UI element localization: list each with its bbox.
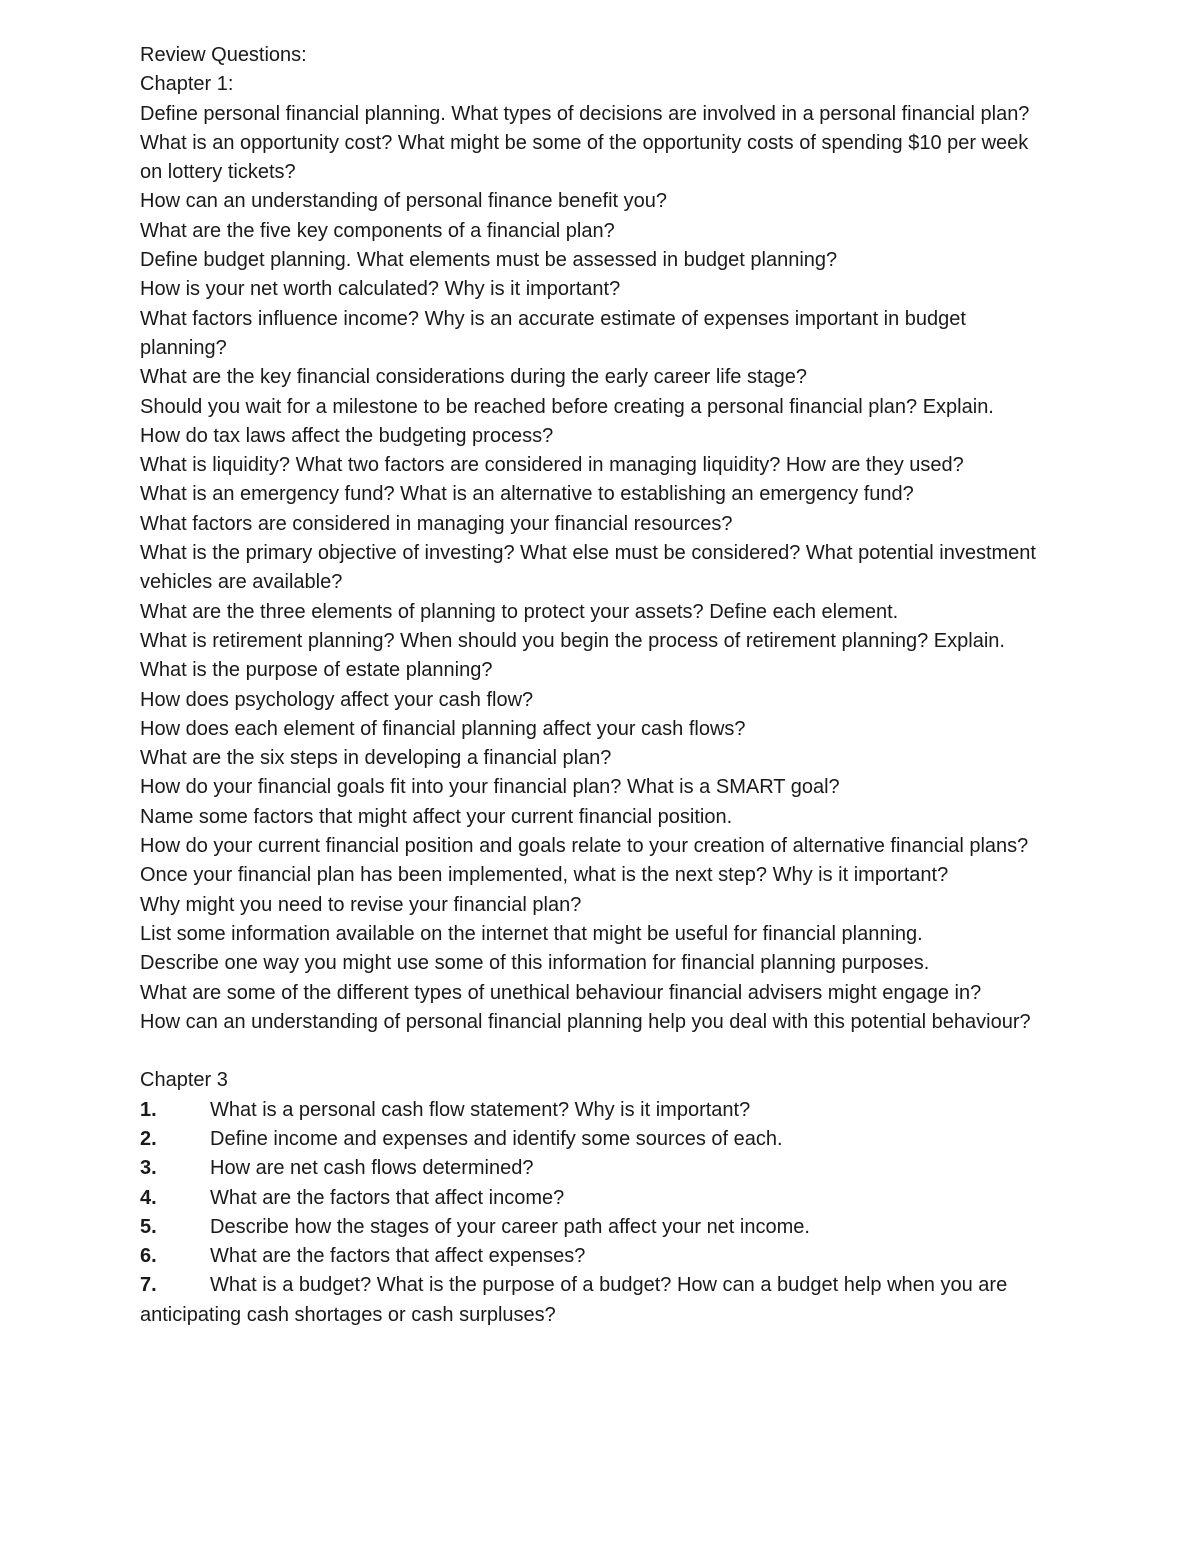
chapter-1-question: What are the three elements of planning to protect your assets? Define each element. (140, 600, 899, 623)
document-page (140, 41, 1050, 1330)
chapter-1-question: How is your net worth calculated? Why is it important? (140, 278, 621, 301)
chapter-3-question (140, 1096, 1050, 1125)
question-text: How are net cash flows determined? (210, 1157, 534, 1180)
chapter-1-question: Once your financial plan has been implemented, what is the next step? Why is it important? (140, 864, 949, 887)
question-number: 1. (140, 1098, 157, 1121)
chapter-1-question: How does each element of financial planning affect your cash flows? (140, 717, 746, 740)
chapter-1-question: What is an emergency fund? What is an alternative to establishing an emergency fund? (140, 483, 914, 506)
chapter-1-question: Should you wait for a milestone to be reached before creating a personal financial plan? Explain. (140, 395, 994, 418)
chapter-1-question: What are the six steps in developing a financial plan? (140, 747, 612, 770)
question-text: What is a personal cash flow statement? Why is it important? (210, 1098, 751, 1121)
chapter-1-question: How can an understanding of personal financial planning help you deal with this potential behaviour? (140, 1010, 1031, 1033)
chapter-3-question (140, 1125, 1050, 1154)
chapter-1-question: What are the five key components of a financial plan? (140, 219, 615, 242)
chapter-1-question-list (140, 100, 1050, 1038)
chapter-1-question: How does psychology affect your cash flow? (140, 688, 534, 711)
chapter-1-question: How do tax laws affect the budgeting process? (140, 424, 554, 447)
chapter-3-question (140, 1271, 1050, 1330)
chapter-3-question (140, 1154, 1050, 1183)
question-number: 6. (140, 1245, 157, 1268)
chapter-1-question: List some information available on the internet that might be useful for financial planning. (140, 922, 923, 945)
chapter-1-question: What factors influence income? Why is an accurate estimate of expenses important in budget planning? (140, 307, 966, 359)
chapter-1-question: Describe one way you might use some of this information for financial planning purposes. (140, 952, 930, 975)
chapter-3-question (140, 1242, 1050, 1271)
chapter-1-question: What is liquidity? What two factors are considered in managing liquidity? How are they used? (140, 454, 964, 477)
question-text: What are the factors that affect income? (210, 1186, 565, 1209)
chapter-1-question: How do your current financial position and goals relate to your creation of alternative financial plans? (140, 835, 1029, 858)
chapter-1-question: How do your financial goals fit into your financial plan? What is a SMART goal? (140, 776, 840, 799)
chapter-1-question: How can an understanding of personal finance benefit you? (140, 190, 668, 213)
chapter-1-question: What are some of the different types of unethical behaviour financial advisers might engage in? (140, 981, 982, 1004)
question-text: What are the factors that affect expenses? (210, 1245, 586, 1268)
question-number: 4. (140, 1186, 157, 1209)
question-number: 2. (140, 1127, 157, 1150)
question-text: What is a budget? What is the purpose of a budget? How can a budget help when you are anticipating cash shortages or cash surpluses? (140, 1274, 1008, 1326)
question-text: Define income and expenses and identify some sources of each. (210, 1127, 783, 1150)
chapter-1-question: What is an opportunity cost? What might be some of the opportunity costs of spending $10 per week on lottery tickets? (140, 131, 1029, 184)
chapter-1-question: What is the primary objective of investing? What else must be considered? What potential investment vehicles are available? (140, 542, 1036, 594)
chapter-3-question (140, 1213, 1050, 1242)
chapter-1-question: What is retirement planning? When should you begin the process of retirement planning? Explain. (140, 629, 1005, 652)
chapter-3-question (140, 1184, 1050, 1213)
question-number: 5. (140, 1215, 157, 1238)
chapter-1-question: Define personal financial planning. What types of decisions are involved in a personal financial plan? (140, 102, 1030, 125)
chapter-1-question: Name some factors that might affect your current financial position. (140, 805, 733, 828)
question-number: 3. (140, 1157, 157, 1180)
chapter-3-question-list (140, 1096, 1050, 1330)
chapter-1-title: Chapter 1: (140, 73, 234, 96)
chapter-3-title: Chapter 3 (140, 1069, 228, 1092)
question-number: 7. (140, 1274, 157, 1297)
section-spacer (140, 1037, 1050, 1066)
chapter-1-question: Why might you need to revise your financial plan? (140, 893, 582, 916)
chapter-1-question: What is the purpose of estate planning? (140, 659, 493, 682)
chapter-1-question: What factors are considered in managing your financial resources? (140, 512, 733, 535)
chapter-1-question: What are the key financial considerations during the early career life stage? (140, 366, 808, 389)
question-text: Describe how the stages of your career path affect your net income. (210, 1215, 810, 1238)
document-heading: Review Questions: (140, 44, 307, 66)
chapter-1-question: Define budget planning. What elements must be assessed in budget planning? (140, 249, 838, 272)
